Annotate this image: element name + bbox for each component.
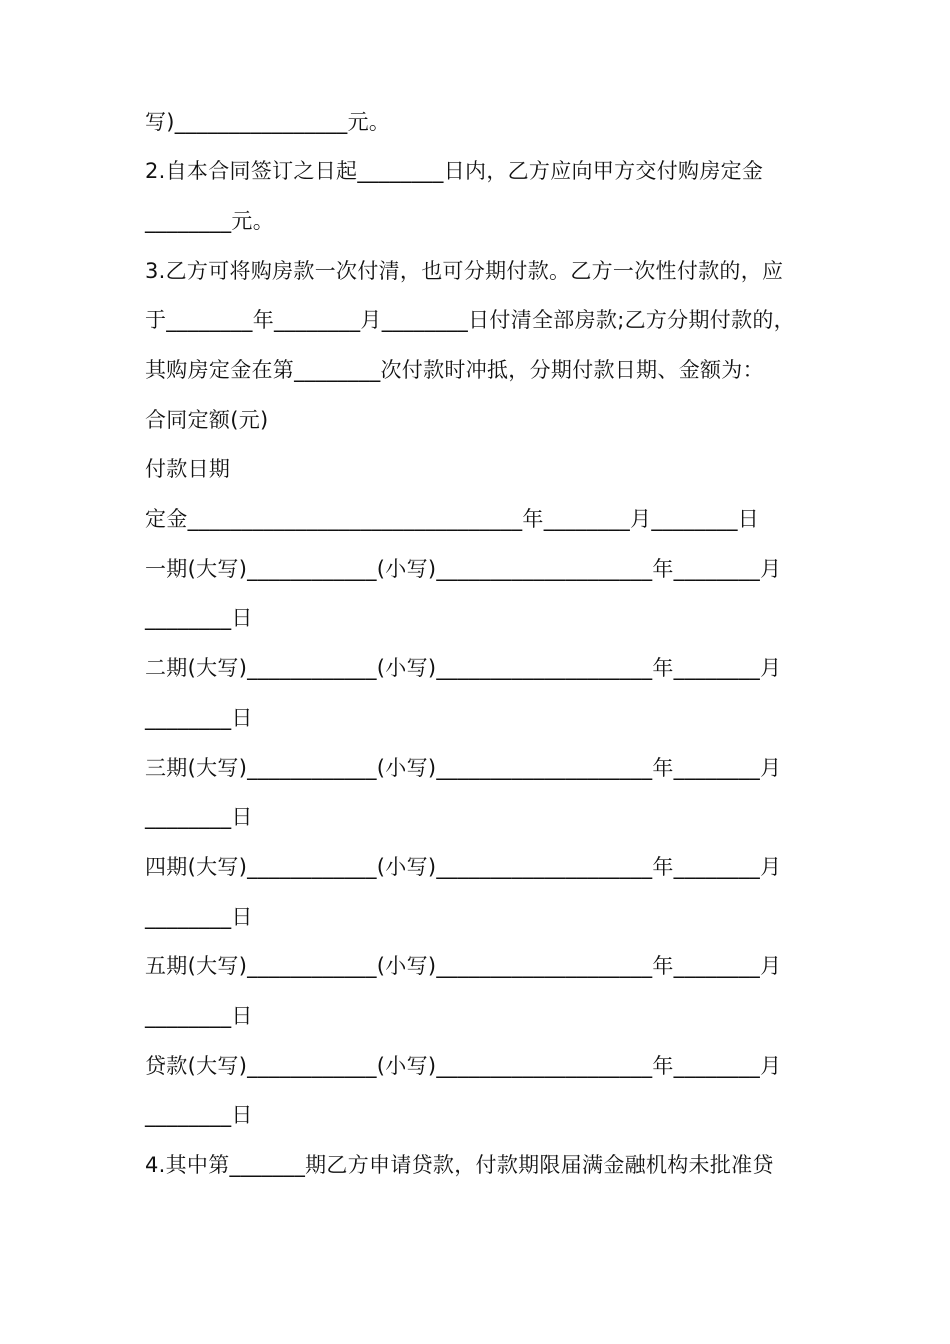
text-line: 定金_______________________________年________月________日	[145, 507, 760, 531]
text-line: 合同定额(元)	[145, 408, 269, 432]
text-line: 五期(大写)____________(小写)____________________年________月	[145, 954, 782, 978]
text-line: 贷款(大写)____________(小写)____________________年________月	[145, 1054, 782, 1078]
text-line: 三期(大写)____________(小写)____________________年________月	[145, 756, 782, 780]
text-line: 付款日期	[145, 457, 231, 481]
text-line: 其购房定金在第________次付款时冲抵，分期付款日期、金额为：	[145, 358, 764, 382]
text-line: 二期(大写)____________(小写)____________________年________月	[145, 656, 782, 680]
text-line: 3.乙方可将购房款一次付清，也可分期付款。乙方一次性付款的，应	[145, 259, 784, 283]
text-line: 写)________________元。	[145, 110, 391, 134]
text-line: ________日	[145, 706, 253, 730]
text-line: 于________年________月________日付清全部房款;乙方分期付款的，	[145, 308, 795, 332]
text-line: 4.其中第_______期乙方申请贷款，付款期限届满金融机构未批准贷	[145, 1153, 774, 1177]
text-line: 一期(大写)____________(小写)____________________年________月	[145, 557, 782, 581]
text-line: 四期(大写)____________(小写)____________________年________月	[145, 855, 782, 879]
text-line: ________日	[145, 606, 253, 630]
text-line: ________日	[145, 905, 253, 929]
text-line: ________日	[145, 1103, 253, 1127]
text-line: 2.自本合同签订之日起________日内，乙方应向甲方交付购房定金	[145, 159, 764, 183]
text-line: ________日	[145, 1004, 253, 1028]
text-line: ________元。	[145, 209, 274, 233]
text-line: ________日	[145, 805, 253, 829]
